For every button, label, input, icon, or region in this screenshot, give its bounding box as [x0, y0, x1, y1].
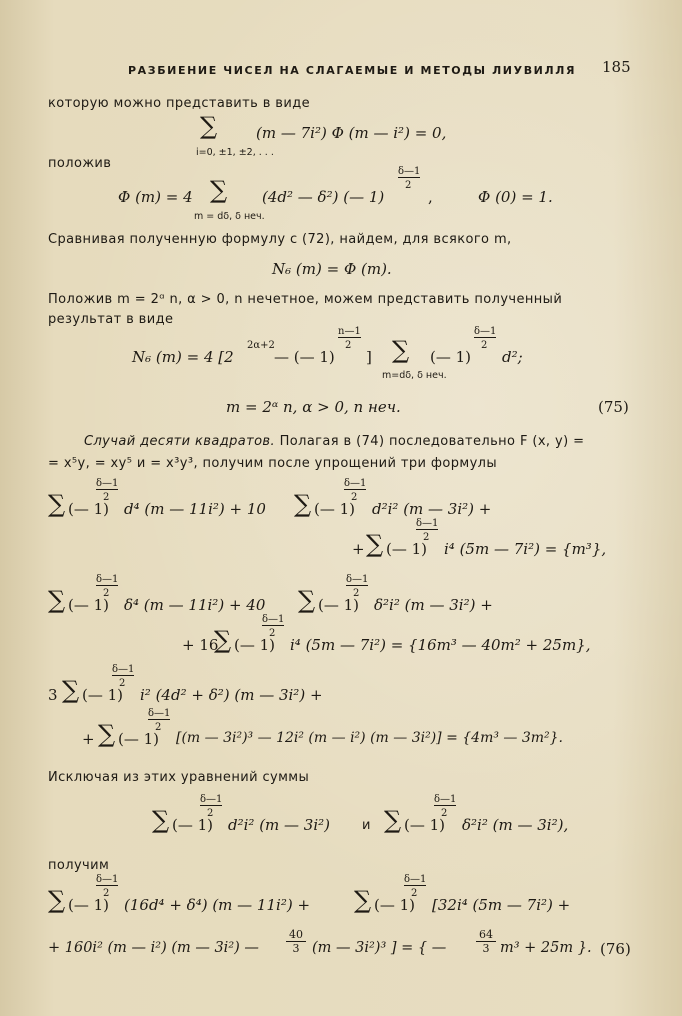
- eq9-a-tail: d²i² (m — 3i²): [228, 816, 331, 834]
- eq6-b: (— 1): [314, 500, 356, 518]
- equation-2-comma: ,: [428, 188, 433, 206]
- eq7-c: (— 1): [234, 636, 276, 654]
- equation-3: N₆ (m) = Φ (m).: [272, 260, 392, 278]
- eq9-exp-b: δ—1: [434, 794, 457, 805]
- sum-sign: ∑: [152, 806, 170, 834]
- eq6-exp-b-den: 2: [351, 492, 358, 503]
- equation-4-lhs: N₆ (m) = 4 [2: [132, 348, 234, 366]
- sum-sign: ∑: [366, 530, 384, 558]
- equation-2-body: (4d² — δ²) (— 1): [262, 188, 385, 206]
- eq9-exp-a-den: 2: [207, 808, 214, 819]
- eq9-conjunction: и: [362, 818, 371, 833]
- equation-2-sum-range: m = dδ, δ неч.: [194, 211, 265, 222]
- eq7-exp-c-den: 2: [269, 628, 276, 639]
- eq6-a: (— 1): [68, 500, 110, 518]
- equation-4-exponent-den: 2: [345, 340, 352, 351]
- paragraph-5-text: Полагая в (74) последовательно F (x, y) =: [279, 434, 585, 449]
- eq8-c-lead: +: [82, 730, 95, 748]
- paragraph-4-line-2: результат в виде: [48, 312, 174, 327]
- page-number: 185: [602, 58, 631, 76]
- sum-sign: ∑: [392, 336, 410, 364]
- eq10-a: (— 1): [68, 896, 110, 914]
- eq10-exp-b: δ—1: [404, 874, 427, 885]
- eq9-a: (— 1): [172, 816, 214, 834]
- equation-2-lhs: Φ (m) = 4: [118, 188, 193, 206]
- eq10-b-tail: [32i⁴ (5m — 7i²) +: [432, 896, 571, 914]
- equation-4-close: ]: [366, 348, 372, 366]
- equation-5-number: (75): [598, 398, 629, 416]
- eq6-a-tail: d⁴ (m — 11i²) + 10: [124, 500, 266, 518]
- eq6-exp-c-den: 2: [423, 532, 430, 543]
- eq10-line2-a: + 160i² (m — i²) (m — 3i²) —: [48, 940, 259, 956]
- sum-sign: ∑: [62, 676, 80, 704]
- eq7-exp-a-den: 2: [103, 588, 110, 599]
- eq10-b: (— 1): [374, 896, 416, 914]
- sum-sign: ∑: [354, 886, 372, 914]
- sum-sign: ∑: [48, 586, 66, 614]
- sum-sign: ∑: [294, 490, 312, 518]
- eq6-c-tail: i⁴ (5m — 7i²) = {m³},: [444, 540, 607, 558]
- eq10-frac1-num: 40: [286, 928, 306, 942]
- sum-sign: ∑: [384, 806, 402, 834]
- eq10-fraction-2: [476, 928, 496, 955]
- eq10-fraction-1: [286, 928, 306, 955]
- paragraph-5-line-2: = x⁵y, = xy⁵ и = x³y³, получим после упрощений три формулы: [48, 456, 498, 471]
- eq7-exp-b-den: 2: [353, 588, 360, 599]
- eq8-a-tail: i² (4d² + δ²) (m — 3i²) +: [140, 686, 323, 704]
- eq10-number: (76): [600, 940, 631, 958]
- eq9-exp-a: δ—1: [200, 794, 223, 805]
- eq8-exp-c: δ—1: [148, 708, 171, 719]
- paragraph-2: положив: [48, 156, 112, 171]
- eq7-exp-a: δ—1: [96, 574, 119, 585]
- equation-4-sum-body: (— 1): [430, 348, 472, 366]
- eq8-c-tail: [(m — 3i²)³ — 12i² (m — i²) (m — 3i²)] = {4m³ — 3m²}.: [176, 730, 564, 746]
- equation-1: (m — 7i²) Φ (m — i²) = 0,: [256, 124, 447, 142]
- equation-4-sum-range: m=dδ, δ неч.: [382, 370, 447, 381]
- eq10-a-tail: (16d⁴ + δ⁴) (m — 11i²) +: [124, 896, 311, 914]
- equation-1-sum-range: i=0, ±1, ±2, . . .: [196, 147, 274, 158]
- eq8-lead: 3: [48, 686, 58, 704]
- equation-2-exponent: δ—1: [398, 166, 421, 177]
- paragraph-7: получим: [48, 858, 110, 873]
- sum-sign: ∑: [214, 626, 232, 654]
- eq7-exp-c: δ—1: [262, 614, 285, 625]
- eq6-b-tail: d²i² (m — 3i²) +: [372, 500, 492, 518]
- eq8-a: (— 1): [82, 686, 124, 704]
- paragraph-5: [84, 434, 584, 449]
- eq7-a-tail: δ⁴ (m — 11i²) + 40: [124, 596, 266, 614]
- eq7-c-tail: i⁴ (5m — 7i²) = {16m³ — 40m² + 25m},: [290, 636, 591, 654]
- eq10-frac2-den: 3: [482, 942, 490, 955]
- equation-4-mid: — (— 1): [274, 348, 335, 366]
- eq6-c: (— 1): [386, 540, 428, 558]
- sum-sign: ∑: [48, 490, 66, 518]
- paragraph-3: Сравнивая полученную формулу с (72), найдем, для всякого m,: [48, 232, 512, 247]
- eq9-exp-b-den: 2: [441, 808, 448, 819]
- eq7-c-lead: + 16: [182, 636, 219, 654]
- eq6-exp-a-den: 2: [103, 492, 110, 503]
- running-title: РАЗБИЕНИЕ ЧИСЕЛ НА СЛАГАЕМЫЕ И МЕТОДЫ ЛИУВИЛЛЯ: [128, 64, 577, 77]
- eq7-exp-b: δ—1: [346, 574, 369, 585]
- eq6-exp-b: δ—1: [344, 478, 367, 489]
- sum-sign: ∑: [98, 720, 116, 748]
- paragraph-4-line-1: Положив m = 2ᵅ n, α > 0, n нечетное, можем представить полученный: [48, 292, 563, 307]
- eq10-frac2-num: 64: [476, 928, 496, 942]
- equation-4-exponent-den-2: 2: [481, 340, 488, 351]
- eq8-exp-a-den: 2: [119, 678, 126, 689]
- eq9-b-tail: δ²i² (m — 3i²),: [462, 816, 569, 834]
- eq10-line2-c: m³ + 25m }.: [500, 940, 592, 956]
- eq10-line2-b: (m — 3i²)³ ] = { —: [312, 940, 447, 956]
- eq7-b: (— 1): [318, 596, 360, 614]
- equation-4-exponent-a: 2α+2: [247, 340, 275, 351]
- equation-2-initial: Φ (0) = 1.: [478, 188, 553, 206]
- eq9-b: (— 1): [404, 816, 446, 834]
- paragraph-1: которую можно представить в виде: [48, 96, 311, 111]
- eq10-exp-a: δ—1: [96, 874, 119, 885]
- sum-sign: ∑: [200, 112, 218, 140]
- eq7-b-tail: δ²i² (m — 3i²) +: [374, 596, 493, 614]
- equation-4-tail: d²;: [502, 348, 523, 366]
- paragraph-6: Исключая из этих уравнений суммы: [48, 770, 310, 785]
- equation-5: m = 2ᵅ n, α > 0, n неч.: [226, 398, 401, 416]
- eq10-frac1-den: 3: [292, 942, 300, 955]
- eq6-c-lead: +: [352, 540, 365, 558]
- eq7-a: (— 1): [68, 596, 110, 614]
- sum-sign: ∑: [48, 886, 66, 914]
- eq6-exp-a: δ—1: [96, 478, 119, 489]
- section-title: Случай десяти квадратов.: [84, 434, 276, 449]
- eq8-exp-a: δ—1: [112, 664, 135, 675]
- equation-4-exponent-n: n—1: [338, 326, 361, 337]
- sum-sign: ∑: [298, 586, 316, 614]
- equation-2-exponent-den: 2: [405, 180, 412, 191]
- sum-sign: ∑: [210, 176, 228, 204]
- eq10-exp-a-den: 2: [103, 888, 110, 899]
- eq10-exp-b-den: 2: [411, 888, 418, 899]
- eq8-exp-c-den: 2: [155, 722, 162, 733]
- eq8-c: (— 1): [118, 730, 160, 748]
- equation-4-exponent-d: δ—1: [474, 326, 497, 337]
- eq6-exp-c: δ—1: [416, 518, 439, 529]
